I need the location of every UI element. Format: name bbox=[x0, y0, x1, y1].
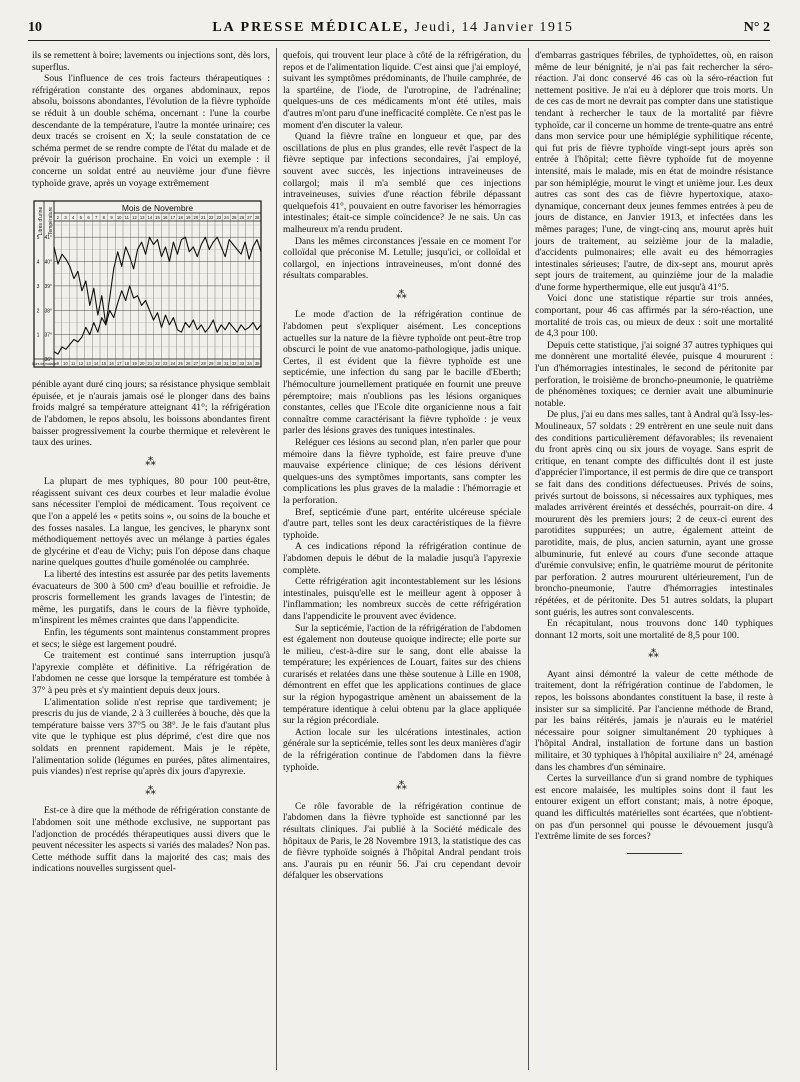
disease-day-label: 14 bbox=[93, 361, 99, 367]
day-tick-label: 12 bbox=[132, 215, 137, 221]
disease-day-label: 19 bbox=[132, 361, 137, 367]
disease-day-label: 13 bbox=[86, 361, 91, 367]
paragraph: Sur la septicémie, l'action de la réfrigération de l'abdomen est également non douteuse quoique indirecte; elle porte sur le milieu, c'est-à-dire sur le sang, dont elle abaisse la température; les expériences de Louart, faites sur des chiens curarisés et relatées dans une thèse soutenue à Lille en 1908, démontrent en effet que les applications continues de glace sur la région hypogastrique amènent un abaissement de la température identique à celui obtenu par la glace appliquée sur la région précordiale. bbox=[283, 622, 521, 727]
disease-day-label: 17 bbox=[116, 361, 122, 367]
disease-day-label: 24 bbox=[170, 361, 176, 367]
day-tick-label: 25 bbox=[231, 215, 237, 221]
disease-day-label: 28 bbox=[201, 361, 206, 367]
paragraph: Action locale sur les ulcérations intestinales, action générale sur la septicémie, telles sont les deux manières d'agir de la réfrigération continue de l'abdomen dans la fièvre typhoïde. bbox=[283, 726, 521, 773]
paragraph: Depuis cette statistique, j'ai soigné 37 autres typhiques qui me donnèrent une mortalité élevée, puisque 4 moururent : l'un d'hémorragies intestinales, le second de péritonite par perforation, le troisième de broncho-pneumonie, le quatrième de phénomènes toxiques; ce dernier avait une albuminurie notable. bbox=[535, 339, 773, 409]
day-tick-label: 17 bbox=[170, 215, 176, 221]
urine-tick-label: 4 bbox=[36, 259, 40, 266]
temperature-tick-label: 38° bbox=[44, 308, 52, 315]
disease-day-label: 26 bbox=[185, 361, 191, 367]
column-3 bbox=[535, 50, 773, 854]
urine-tick-label: 3 bbox=[36, 284, 40, 291]
paragraph: Ayant ainsi démontré la valeur de cette méthode de traitement, dont la réfrigération continue de l'abdomen, le repos, les boissons abondantes constituent la base, il reste à insister sur sa simplicité. Par l'ancienne méthode de Brand, par les bains réitérés, jamais je n'aurais eu le matériel nécessaire pour soigner simultanément 20 typhiques à l'hôpital Andral, installation de fortune dans un bastion militaire, et 30 typhiques à l'hôpital auxiliaire n° 24, aménagé dans les chambres d'un séminaire. bbox=[535, 668, 773, 773]
disease-day-label: 30 bbox=[216, 361, 222, 367]
paragraph: Bref, septicémie d'une part, entérite ulcéreuse spéciale d'autre part, telles sont les deux caractéristiques de la fièvre typhoïde. bbox=[283, 506, 521, 541]
day-tick-label: 21 bbox=[201, 215, 206, 221]
day-tick-label: 23 bbox=[216, 215, 222, 221]
disease-day-label: 11 bbox=[70, 361, 76, 367]
paragraph: d'embarras gastriques fébriles, de typhoïdettes, où, en raison même de leur bénignité, je n'ai pas fait rechercher la séro-réaction. J'ai donc conservé 46 cas où la séro-réaction fut nettement positive. Je n'ai eu à déplorer que trois morts. Un de ces cas de mort ne devrait pas compter dans une statistique tendant à rechercher le taux de la mortalité par fièvre typhoïde, car il concerne un homme de trente-quatre ans entré dans mon service pour une hémiplégie syphilitique récente, qui fut pris de fièvre typhoïde vingt-sept jours après son entrée à l'hôpital; cette fièvre typhoïde fut de moyenne intensité, mais le malade, mis en état de moindre résistance par son hémiplégie, mourut le vingt et unième jour. Les deux autres cas sont des cas de fièvre hypertoxique, ataxo-dynamique, concernant deux jeunes femmes entrées à peu de jours de distance, en Janvier 1913, et infectées dans les mêmes parages; l'une, de vingt-cinq ans, mourut après huit jours de traitement, au seizième jour de la maladie, d'accidents pulmonaires; elle avait eu des hémorragies intestinales sérieuses; l'autre, de dix-sept ans, mourut après sept jours de traitement, au quinzième jour de la maladie d'une forme hyperthermique, elle eut jusqu'à 41°5. bbox=[535, 50, 773, 293]
paragraph: ils se remettent à boire; lavements ou injections sont, dès lors, superflus. bbox=[32, 50, 270, 73]
day-tick-label: 24 bbox=[224, 215, 229, 221]
temperature-tick-label: 40° bbox=[44, 259, 52, 266]
day-tick-label: 7 bbox=[94, 215, 98, 221]
disease-day-label: 31 bbox=[224, 361, 229, 367]
issue-date: Jeudi, 14 Janvier 1915 bbox=[414, 20, 574, 35]
paragraph: quefois, qui trouvent leur place à côté de la réfrigération, du repos et de l'alimentation liquide. C'est ainsi que j'ai employé, suivant les symptômes prédominants, de l'huile camphrée, de la spartéine, de l'iode, de l'urotropine, de l'adrénaline; quelques-uns de ces médicaments m'ont été utiles, mais d'autres m'ont paru d'une inefficacité complète. Ce n'est pas le moment d'en discuter la valeur. bbox=[283, 50, 521, 131]
paragraph: Ce rôle favorable de la réfrigération continue de l'abdomen dans la fièvre typhoïde est sanctionné par les résultats cliniques. J'ai publié à la Société médicale des hôpitaux de Paris, le 28 Novembre 1913, la statistique des cas de fièvre typhoïde soignés à l'hôpital Andral pendant trois ans. J'aurais pu en réunir 56. J'ai cru cependant devoir défalquer les observations bbox=[283, 800, 521, 882]
day-tick-label: 5 bbox=[79, 215, 83, 221]
day-tick-label: 11 bbox=[124, 215, 130, 221]
temperature-tick-label: 37° bbox=[44, 332, 52, 339]
disease-day-label: 20 bbox=[139, 361, 145, 367]
day-tick-label: 15 bbox=[155, 215, 160, 221]
paragraph: La plupart de mes typhiques, 80 pour 100 peut-être, réagissent suivant ces deux courbes et leur maladie évolue sans nécessiter l'emploi de médicament. Tous reçoivent ce que l'on a appelé les « petits soins », ou soins de la bouche et des fosses nasales. La langue, les gencives, le pharynx sont méthodiquement nettoyés avec un mélange à parties égales de glycérine et d'eau de Vichy; puis l'on dépose dans chaque narine quelques gouttes d'huile goménolée ou camphrée. bbox=[32, 476, 270, 569]
paragraph: L'alimentation solide n'est reprise que tardivement; je prescris du jus de viande, 2 à 3 cuillerées à bouche, dès que la température baisse vers 37°5 ou 38°. Je le fais d'autant plus vite que le typhique est plus déprimé, c'est dire que nos soldats en prennent rapidement. Mais je le répète, l'alimentation solide (légumes en purées, pâtes alimentaires, puis viandes) n'est reprise qu'après dix jours d'apyrexie. bbox=[32, 696, 270, 778]
issue-number: N° 2 bbox=[743, 20, 770, 35]
column-separator bbox=[528, 48, 529, 1070]
bottom-axis-label: Jours de maladie bbox=[32, 362, 57, 367]
temperature-chart-svg bbox=[32, 195, 264, 373]
day-tick-label: 9 bbox=[110, 215, 113, 221]
disease-day-label: 35 bbox=[254, 361, 260, 367]
disease-day-label: 34 bbox=[247, 361, 252, 367]
journal-name: LA PRESSE MÉDICALE, bbox=[212, 20, 410, 35]
disease-day-label: 23 bbox=[162, 361, 168, 367]
paragraph: En récapitulant, nous trouvons donc 140 typhiques donnant 12 morts, soit une mortalité de 8,5 pour 100. bbox=[535, 618, 773, 641]
disease-day-label: 33 bbox=[239, 361, 245, 367]
disease-day-label: 27 bbox=[193, 361, 199, 367]
disease-day-label: 18 bbox=[124, 361, 130, 367]
paragraph: A ces indications répond la réfrigération continue de l'abdomen depuis le début de la maladie jusqu'à l'apyrexie complète. bbox=[283, 541, 521, 576]
urine-tick-label: 2 bbox=[36, 308, 40, 315]
day-tick-label: 14 bbox=[147, 215, 153, 221]
day-tick-label: 26 bbox=[239, 215, 245, 221]
day-tick-label: 22 bbox=[208, 215, 214, 221]
chart-title: Mois de Novembre bbox=[121, 203, 194, 214]
day-tick-label: 3 bbox=[64, 215, 67, 221]
temperature-tick-label: 41° bbox=[44, 235, 52, 242]
page-number: 10 bbox=[28, 20, 42, 35]
day-tick-label: 4 bbox=[71, 215, 75, 221]
paragraph: Cette réfrigération agit incontestablement sur les lésions intestinales, puisqu'elle est le meilleur agent à opposer à l'inflammation; les nombreux succès de cette réfrigération dans l'appendicite le prouvent avec évidence. bbox=[283, 576, 521, 622]
journal-title bbox=[212, 20, 573, 36]
disease-day-label: 21 bbox=[147, 361, 153, 367]
day-tick-label: 19 bbox=[185, 215, 191, 221]
paragraph: Reléguer ces lésions au second plan, n'en parler que pour mémoire dans la fièvre typhoïde, est faire preuve d'une mauvaise expérience clinique; de ces lésions dérivent quelques-uns des symptômes importants, sans compter les complications les plus graves de la maladie : l'hémorragie et la perforation. bbox=[283, 437, 521, 506]
side-axis-label: Litres d'urine bbox=[38, 206, 44, 236]
paragraph: Quand la fièvre traîne en longueur et que, par des oscillations de plus en plus grandes, elle revêt l'aspect de la fièvre septique par infections secondaires, j'ai employé, souvent avec succès, les injections intraveineuses de collargol; mais il m'a semblé que ces injections intraveineuses, suivies d'une réaction fébrile dépassant quelquefois 41°, pouvaient en outre favoriser les hémorragies intestinales; était-ce simple coïncidence? Je ne sais. Un cas malheureux m'a rendu prudent. bbox=[283, 131, 521, 235]
day-tick-label: 2 bbox=[56, 215, 60, 221]
temperature-tick-label: 36° bbox=[44, 357, 52, 364]
paragraph: La liberté des intestins est assurée par des petits lavements évacuateurs de 300 à 500 cm³ d'eau bouillie et refroidie. Je proscris formellement les grands lavages de l'intestin; de même, les purgatifs, dans le cours de la fièvre typhoïde, m'inspirent les mêmes craintes que dans l'appendicite. bbox=[32, 569, 270, 627]
disease-day-label: 25 bbox=[178, 361, 183, 367]
day-tick-label: 6 bbox=[87, 215, 90, 221]
day-tick-label: 16 bbox=[162, 215, 168, 221]
paragraph: pénible ayant duré cinq jours; sa résistance physique semblait épuisée, et je n'aurais jamais osé le plonger dans des bains froids malgré sa température atteignant 41°; la réfrigération de l'abdomen, le repos absolu, les boissons abondantes firent baisser progressivement la courbe thermique et relevèrent le taux des urines. bbox=[32, 379, 270, 449]
column-2 bbox=[283, 50, 521, 882]
paragraph: Ce traitement est continué sans interruption jusqu'à l'apyrexie complète et définitive. La réfrigération de l'abdomen ne cesse que lorsque la température est tombée à 37° à peu près et s'y maintient depuis deux jours. bbox=[32, 650, 270, 696]
day-tick-label: 28 bbox=[254, 215, 260, 221]
series-line bbox=[54, 237, 261, 325]
day-tick-label: 10 bbox=[116, 215, 122, 221]
day-tick-label: 27 bbox=[247, 215, 252, 221]
section-separator: ⁂ bbox=[396, 288, 408, 301]
temperature-tick-label: 39° bbox=[44, 284, 52, 291]
disease-day-label: 9 bbox=[56, 361, 60, 367]
disease-day-label: 12 bbox=[78, 361, 84, 367]
paragraph: Certes la surveillance d'un si grand nombre de typhiques est encore malaisée, les multiples soins dont il faut les entourer exigent un effort constant; mais, à notre époque, quand les difficultés matérielles sont écartées, que n'obtient-on pas d'un personnel qui pousse le dévouement jusqu'à l'extrême limite de ses forces? bbox=[535, 773, 773, 843]
side-axis-label: Température bbox=[48, 207, 54, 236]
column-separator bbox=[276, 48, 277, 1070]
chart-frame bbox=[34, 201, 261, 367]
disease-day-label: 32 bbox=[231, 361, 237, 367]
paragraph: Voici donc une statistique répartie sur trois années, comportant, pour 46 cas affirmés par la séro-réaction, une mortalité de trois cas, ou mieux de deux : soit une mortalité de 4,3 pour 100. bbox=[535, 293, 773, 340]
disease-day-label: 15 bbox=[101, 361, 107, 367]
disease-day-label: 22 bbox=[155, 361, 160, 367]
disease-day-label: 29 bbox=[208, 361, 214, 367]
paragraph: Enfin, les téguments sont maintenus constamment propres et secs; le siège est largement poudré. bbox=[32, 627, 270, 650]
disease-day-label: 10 bbox=[63, 361, 68, 367]
paragraph: Est-ce à dire que la méthode de réfrigération constante de l'abdomen soit une méthode exclusive, ne supportant pas l'adjonction de procédés thérapeutiques aussi divers que le peuvent nécessiter les aspects si variés des malades? Non pas. Cette méthode suffit dans la majorité des cas; mais des indications nouvelles surgissent quel- bbox=[32, 805, 270, 875]
urine-tick-label: 5 bbox=[36, 235, 40, 242]
day-tick-label: 18 bbox=[178, 215, 183, 221]
day-tick-label: 20 bbox=[193, 215, 199, 221]
urine-tick-label: 1 bbox=[36, 332, 40, 339]
section-separator: ⁂ bbox=[145, 784, 157, 797]
paragraph: Dans les mêmes circonstances j'essaie en ce moment l'or colloïdal que préconise M. Letulle; jusqu'ici, or colloïdal et collargol, en injections intraveineuses, m'ont donné des résultats comparables. bbox=[283, 235, 521, 282]
temperature-chart bbox=[32, 195, 264, 373]
section-separator: ⁂ bbox=[145, 455, 157, 468]
column-1 bbox=[32, 50, 270, 875]
section-separator: ⁂ bbox=[396, 780, 408, 793]
paragraph: Le mode d'action de la réfrigération continue de l'abdomen peut s'expliquer aisément. Les conceptions actuelles sur la nature de la fièvre typhoïde ont peut-être trop obscurci le point de vue anatomo-pathologique, jadis unique. Certes, il est évident que la fièvre typhoïde est une septicémie, une infection du sang par le bacille d'Eberth; l'hémoculture journellement pratiquée en fournit une preuve péremptoire; mais n'oublions pas les lésions organiques constantes, celles que l'Ecole dite organicienne nous a fait connaître comme caractérisant la fièvre typhoïde : je veux parler des lésions graves des tuniques intestinales. bbox=[283, 309, 521, 437]
day-tick-label: 13 bbox=[139, 215, 145, 221]
series-line bbox=[54, 286, 261, 354]
paragraph: De plus, j'ai eu dans mes salles, tant à Andral qu'à Issy-les-Moulineaux, 57 soldats : 29 entrèrent en une seule nuit dans des conditions particulièrement défavorables; ils revenaient du front après cinq ou six jours de voyage. Sans esprit de critique, en tenant compte des difficultés dont il est juste d'apprécier l'importance, il est permis de dire que ce transport se fait dans des conditions défectueuses. Privés de soins, privés surtout de boissons, si nécessaires aux typhiques, mes malades arrivèrent éreintés et desséchés, pourrait-on dire. 4 moururent dès les premiers jours; 2 de ceux-ci eurent des parotidites suppurées; un autre, également atteint de parotidite, mais, de plus, ancien saturnin, ayant une grosse albuminurie, fut enlevé au cours d'une seconde attaque d'urémie convulsive; enfin, le quatrième mourut de péritonite par perforation. 2 autres moururent ultérieurement, l'un de broncho-pneumonie, l'autre d'hémorragies intestinales répétées, et de péritonite. Des 51 autres soldats, la plupart sont guéris, les autres sont convalescents. bbox=[535, 409, 773, 618]
end-rule bbox=[627, 853, 682, 854]
day-tick-label: 8 bbox=[102, 215, 106, 221]
section-separator: ⁂ bbox=[648, 648, 660, 661]
disease-day-label: 16 bbox=[109, 361, 114, 367]
paragraph: Sous l'influence de ces trois facteurs thérapeutiques : réfrigération constante des organes abdominaux, repos absolu, boissons abondantes, l'évolution de la fièvre typhoïde se réduit à un double schéma, oncernant : l'une la courbe descendante de la température, l'autre la montée urinaire; ces deux tracés se croisent en X; la seule constatation de ce schéma permet de se rendre compte de l'état du malade et de prévoir la guérison prochaine. En voici un exemple : il concerne un soldat entré au neuvième jour d'une fièvre typhoïde grave, après un voyage extrêmement bbox=[32, 73, 270, 189]
page-header bbox=[28, 20, 770, 41]
